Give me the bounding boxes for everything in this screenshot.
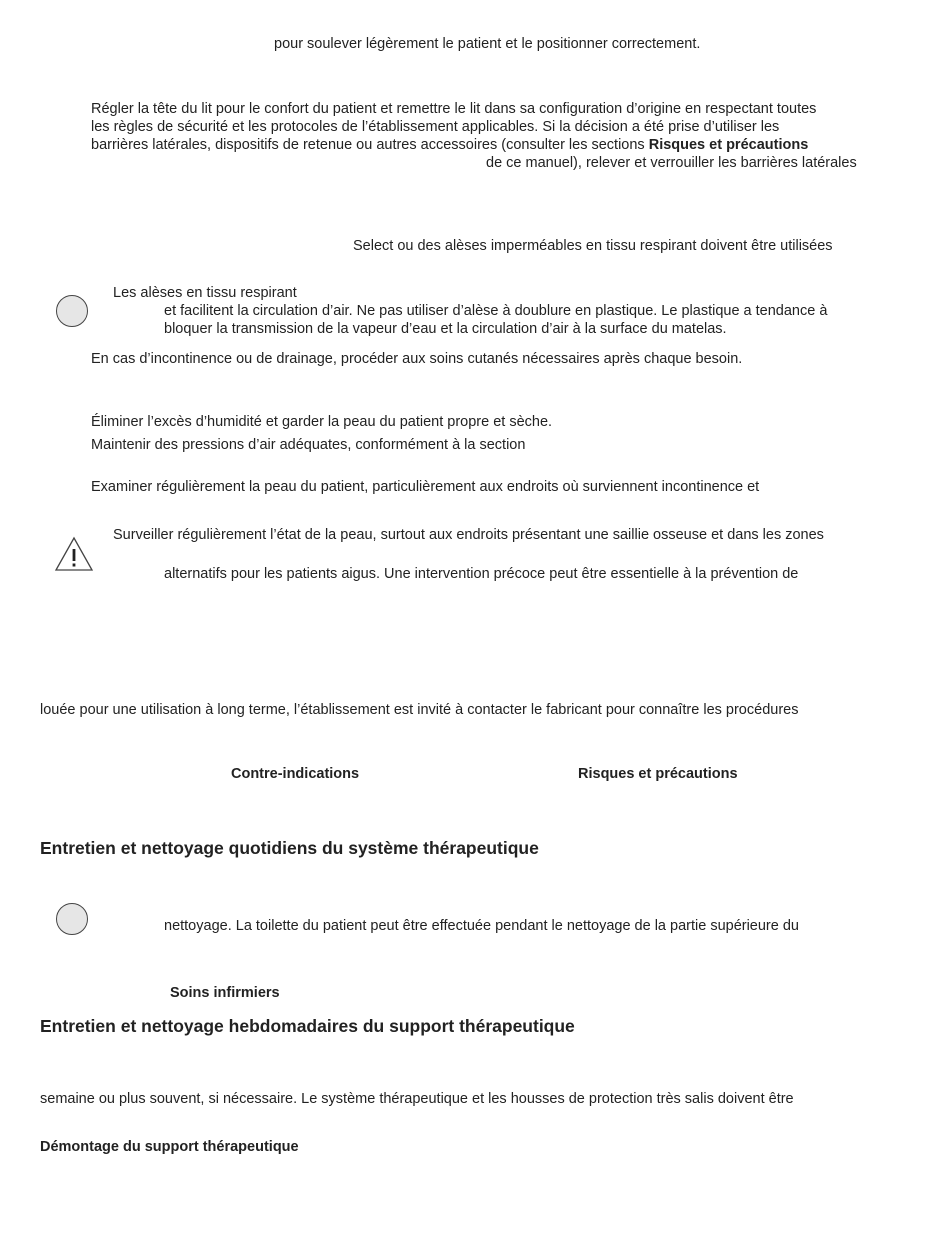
note-circle-icon — [56, 295, 88, 327]
text-line: Maintenir des pressions d’air adéquates, conformément à la section — [91, 437, 526, 453]
bold-reference: Risques et précautions — [648, 137, 809, 153]
note-text: Les alèses en tissu respirant — [113, 285, 297, 301]
warning-text: Surveiller régulièrement l’état de la peau, surtout aux endroits présentant une saillie osseuse et dans les zones — [113, 527, 824, 543]
text-line: Examiner régulièrement la peau du patient, particulièrement aux endroits où surviennent incontinence et — [91, 479, 760, 495]
text-line: En cas d’incontinence ou de drainage, procéder aux soins cutanés nécessaires après chaque besoin. — [91, 351, 743, 367]
text-line: pour soulever légèrement le patient et le positionner correctement. — [274, 36, 701, 52]
note-text: et facilitent la circulation d’air. Ne pas utiliser d’alèse à doublure en plastique. Le plastique a tendance à — [164, 303, 828, 319]
text-segment: barrières latérales, dispositifs de retenue ou autres accessoires (consulter les sections — [91, 137, 649, 153]
text-line: Régler la tête du lit pour le confort du patient et remettre le lit dans sa configuration d’origine en respectant toutes — [91, 101, 817, 117]
text-line: les règles de sécurité et les protocoles de l’établissement applicables. Si la décision a été prise d’utiliser les — [91, 119, 780, 135]
cross-reference: Contre-indications — [231, 766, 360, 782]
text-line: louée pour une utilisation à long terme, l’établissement est invité à contacter le fabricant pour connaître les procédures — [40, 702, 799, 718]
note-text: nettoyage. La toilette du patient peut être effectuée pendant le nettoyage de la partie supérieure du — [164, 918, 799, 934]
cross-reference: Soins infirmiers — [170, 985, 280, 1001]
section-heading: Entretien et nettoyage hebdomadaires du support thérapeutique — [40, 1016, 575, 1036]
section-heading: Entretien et nettoyage quotidiens du système thérapeutique — [40, 838, 539, 858]
sub-heading: Démontage du support thérapeutique — [40, 1139, 299, 1155]
text-line: de ce manuel), relever et verrouiller les barrières latérales — [486, 155, 857, 171]
text-line: semaine ou plus souvent, si nécessaire. Le système thérapeutique et les housses de protection très salis doivent être — [40, 1091, 794, 1107]
cross-reference: Risques et précautions — [578, 766, 738, 782]
warning-text: alternatifs pour les patients aigus. Une intervention précoce peut être essentielle à la prévention de — [164, 566, 799, 582]
text-line: Éliminer l’excès d’humidité et garder la peau du patient propre et sèche. — [91, 414, 553, 430]
warning-triangle-icon — [54, 536, 94, 572]
text-line: Select ou des alèses imperméables en tissu respirant doivent être utilisées — [353, 238, 833, 254]
note-text: bloquer la transmission de la vapeur d’eau et la circulation d’air à la surface du matelas. — [164, 321, 727, 337]
text-line — [91, 136, 808, 154]
note-circle-icon — [56, 903, 88, 935]
